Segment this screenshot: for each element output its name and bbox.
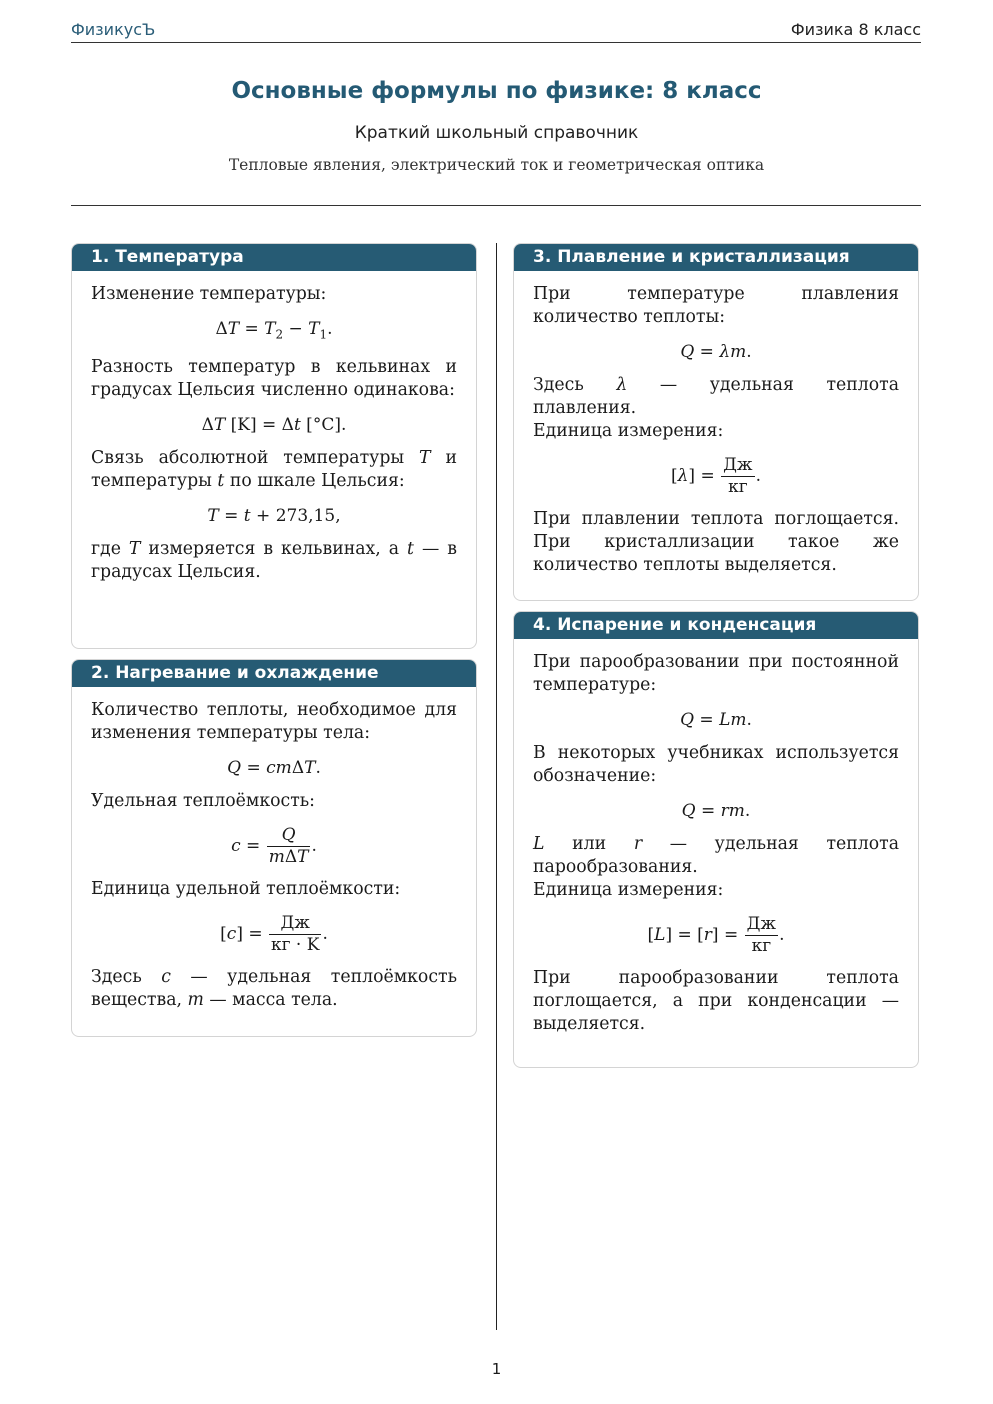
text: При парообразовании теплота поглощается, а при конденсации — выделяется.	[533, 968, 899, 1034]
running-header-course: Физика 8 класс	[790, 20, 921, 39]
formula-l-unit: [L] = [r] = $\frac{Дж}{кг}$ .	[647, 914, 785, 956]
section-melting	[513, 243, 919, 601]
text: Связь абсолютной температуры T и температуры t по шкале Цельсия:	[91, 448, 457, 492]
section-heading: 1. Температура	[72, 244, 476, 271]
text: При парообразовании при постоянной температуре:	[533, 652, 899, 695]
text: L или r — удельная теплота парообразования. Единица измерения:	[533, 834, 900, 900]
section-heading: 2. Нагревание и охлаждение	[72, 660, 476, 687]
column-divider	[496, 243, 497, 1330]
section-temperature	[71, 243, 477, 649]
page-title: Основные формулы по физике: 8 класс	[231, 78, 762, 104]
text: Изменение температуры:	[91, 284, 327, 304]
text: В некоторых учебниках используется обозначение:	[533, 743, 899, 786]
text: Здесь c — удельная теплоёмкость вещества, m — масса тела.	[91, 967, 457, 1010]
formula-vapor-heat-l: Q = Lm.	[680, 710, 752, 730]
section-evaporation	[513, 611, 919, 1068]
page-subtitle: Краткий школьный справочник	[354, 123, 639, 143]
formula-specific-heat: c = $\frac{Q}{\text{mΔT}}$ .	[231, 825, 317, 867]
title-rule	[71, 205, 921, 206]
formula-lambda-unit: [λ] = $\frac{Дж}{кг}$ .	[671, 455, 761, 497]
formula-melting-heat: Q = λm.	[680, 342, 752, 362]
section-heading: 3. Плавление и кристаллизация	[514, 244, 918, 271]
page-number: 1	[491, 1360, 502, 1378]
formula-absolute-temp: T = t + 273,15,	[207, 506, 341, 527]
formula-delta-t: $\Delta T = T_2 - T_1$.	[215, 319, 333, 342]
formula-specific-heat-unit: [c] = $\frac{Дж}{кг \cdot K}$ .	[220, 913, 328, 955]
section-heading: 4. Испарение и конденсация	[514, 612, 918, 639]
text: где T измеряется в кельвинах, а t — в градусах Цельсия.	[91, 539, 457, 583]
formula-heat: Q = cmΔT.	[227, 758, 321, 778]
section-heating-cooling	[71, 659, 477, 1037]
text: При плавлении теплота поглощается. При кристаллизации такое же количество теплоты выделяется.	[533, 509, 899, 575]
running-header-brand: ФизикусЪ	[71, 20, 156, 39]
text: При температуре плавления количество теплоты:	[533, 284, 899, 327]
text: Разность температур в кельвинах и градусах Цельсия численно одинакова:	[91, 357, 457, 401]
text: Удельная теплоёмкость:	[91, 791, 315, 811]
header-rule	[71, 42, 921, 43]
text: Количество теплоты, необходимое для изменения температуры тела:	[91, 700, 457, 743]
text: Единица удельной теплоёмкости:	[91, 879, 401, 899]
text: Здесь λ — удельная теплота плавления. Единица измерения:	[533, 375, 900, 441]
formula-kelvin-celsius: ΔT [K] = Δt [°C].	[201, 415, 347, 436]
topics-line: Тепловые явления, электрический ток и геометрическая оптика	[228, 156, 765, 174]
formula-vapor-heat-r: Q = rm.	[681, 801, 751, 821]
